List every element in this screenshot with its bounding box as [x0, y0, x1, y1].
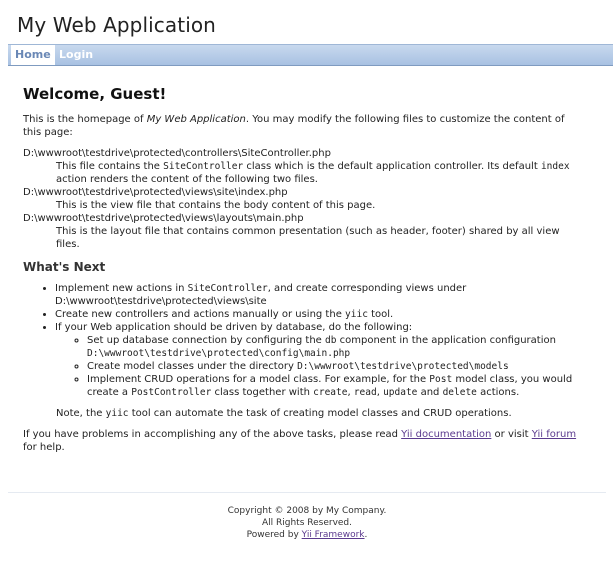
list-item — [87, 334, 583, 360]
next-steps-list — [23, 282, 583, 399]
code-models-path: D:\wwwroot\testdrive\protected\models — [297, 361, 509, 372]
page-heading: Welcome, Guest! — [23, 85, 167, 103]
file-path: D:\wwwroot\testdrive\protected\views\layouts\main.php — [23, 213, 304, 224]
file-desc-text: This file contains the — [56, 161, 164, 172]
note-text: Note, the — [56, 408, 106, 419]
copyright-text: Copyright © 2008 by My Company. — [227, 506, 387, 516]
file-path: D:\wwwroot\testdrive\protected\views\site\index.php — [23, 187, 288, 198]
list-item — [55, 308, 583, 321]
list-text: actions. — [476, 387, 520, 398]
footer — [8, 492, 606, 541]
list-text: tool. — [367, 309, 394, 320]
list-text: and — [417, 387, 443, 398]
rights-text: All Rights Reserved. — [261, 518, 353, 528]
file-description: This is the view file that contains the body content of this page. — [56, 200, 376, 211]
list-text: Implement new actions in — [55, 283, 188, 294]
powered-by — [8, 529, 606, 541]
file-description: This is the layout file that contains common presentation (such as header, footer) shared by all view files. — [56, 226, 560, 250]
intro-app-name: My Web Application — [146, 114, 246, 125]
code-read: read — [353, 387, 377, 398]
database-steps-list — [55, 334, 583, 399]
list-text: Implement CRUD operations for a model class. For example, for the — [87, 374, 430, 385]
powered-by-text: Powered by — [246, 530, 302, 540]
intro-paragraph — [23, 113, 583, 139]
list-item — [87, 373, 583, 399]
code-sitecontroller: SiteController — [187, 283, 268, 294]
code-post: Post — [429, 374, 453, 385]
file-list — [23, 147, 583, 251]
help-text: for help. — [23, 442, 65, 453]
list-item — [87, 360, 583, 373]
file-desc-text: class which is the default application controller. Its default — [243, 161, 541, 172]
file-desc-text: action renders the content of the following two files. — [56, 174, 318, 185]
list-text: If your Web application should be driven by database, do the following: — [55, 322, 413, 333]
app-title: My Web Application — [17, 13, 216, 37]
code-config-path: D:\wwwroot\testdrive\protected\config\main.php — [87, 348, 351, 359]
yiic-note — [56, 407, 583, 420]
yii-documentation-link[interactable]: Yii documentation — [401, 429, 492, 440]
header — [0, 0, 613, 42]
list-text: class together with — [211, 387, 314, 398]
file-description — [56, 160, 583, 186]
list-text: , and create corresponding views under D:\wwwroot\testdrive\protected\views\site — [55, 283, 467, 307]
code-yiic: yiic — [105, 408, 129, 419]
list-item — [55, 321, 583, 399]
powered-by-text: . — [364, 530, 368, 540]
yii-framework-link[interactable]: Yii Framework — [301, 530, 365, 540]
code-update: update — [383, 387, 418, 398]
main-menu — [8, 44, 613, 66]
code-index: index — [540, 161, 570, 172]
code-db: db — [325, 335, 337, 346]
main-content — [23, 85, 583, 462]
code-yiic: yiic — [345, 309, 368, 320]
whats-next-heading: What's Next — [23, 260, 106, 274]
intro-text: This is the homepage of — [23, 114, 147, 125]
intro-text: . You may modify the following files to customize the content of this page: — [23, 114, 565, 138]
list-item — [55, 282, 583, 308]
help-text: If you have problems in accomplishing any of the above tasks, please read — [23, 429, 402, 440]
code-create: create — [313, 387, 348, 398]
code-sitecontroller: SiteController — [163, 161, 244, 172]
list-text: , — [347, 387, 354, 398]
list-text: model class, you would create a — [87, 374, 573, 398]
list-text: Create model classes under the directory — [87, 361, 298, 372]
list-text: , — [376, 387, 384, 398]
code-postcontroller: PostController — [131, 387, 212, 398]
file-path: D:\wwwroot\testdrive\protected\controllers\SiteController.php — [23, 148, 331, 159]
list-text: Create new controllers and actions manually or using the — [55, 309, 346, 320]
yii-forum-link[interactable]: Yii forum — [531, 429, 577, 440]
menu-item-login[interactable]: Login — [59, 48, 94, 61]
help-text: or visit — [491, 429, 532, 440]
code-delete: delete — [442, 387, 477, 398]
list-text: Set up database connection by configuring the — [87, 335, 326, 346]
help-paragraph — [23, 428, 583, 454]
menu-item-home[interactable]: Home — [11, 45, 55, 65]
list-text: component in the application configuration — [336, 335, 556, 346]
note-text: tool can automate the task of creating model classes and CRUD operations. — [128, 408, 512, 419]
